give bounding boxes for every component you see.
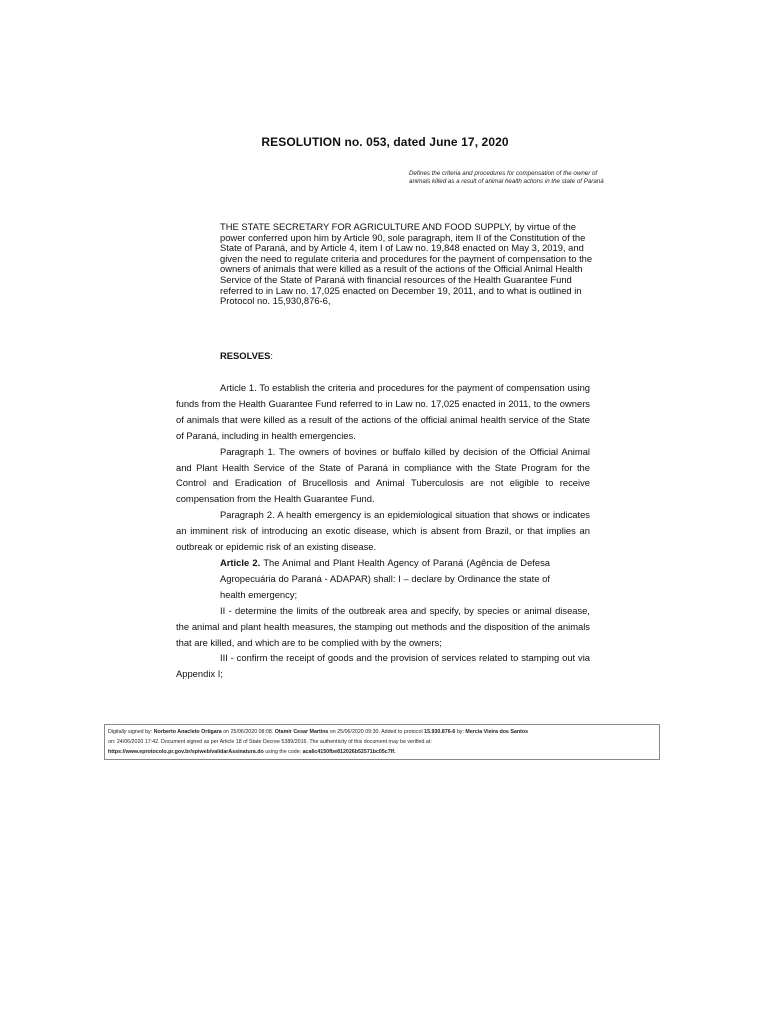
article-2-item-3: III - confirm the receipt of goods and the provision of services related to stamping out via Appendix I; — [176, 652, 590, 680]
article-1-paragraph-2: Paragraph 2. A health emergency is an epidemiological situation that shows or indicates an imminent risk of introducing an exotic disease, which is absent from Brazil, or that implies an outbreak or epidemic risk of an existing disease. — [176, 509, 590, 553]
article-1-paragraph-1: Paragraph 1. The owners of bovines or buffalo killed by decision of the Official Animal and Plant Health Service of the State of Paraná in compliance with the State Program for the Control and Eradication of Brucellosis and Animal Tuberculosis are not eligible to receive compensation from the Health Guarantee Fund. — [176, 445, 590, 505]
verification-url[interactable]: https://www.eprotocolo.pr.gov.br/spiweb/validarAssinatura.do — [108, 749, 264, 755]
signature-by: by: — [456, 729, 464, 735]
digital-signature-box — [104, 724, 660, 760]
article-2 — [176, 555, 590, 603]
resolves-heading — [220, 350, 273, 361]
preamble-paragraph: THE STATE SECRETARY FOR AGRICULTURE AND FOOD SUPPLY, by virtue of the power conferred upon him by Article 90, sole paragraph, item II of the Constitution of the State of Paraná, and by Article 4, item I of Law no. 19,848 enacted on May 3, 2019, and given the need to regulate criteria and procedures for the payment of compensation to the owners of animals that were killed as a result of the actions of the Official Animal Health Service of the State of Paraná with financial resources of the Health Guarantee Fund referred to in Law no. 17,025 enacted on December 19, 2011, and to what is outlined in Protocol no. 15,930,876-6, — [220, 221, 593, 307]
code-label: using the code: — [265, 749, 302, 755]
signature-line-2: on: 24/06/2020 17:42. Document signed as per Article 18 of State Decree 5389/2016. The authenticity of this document may be verified at: — [108, 739, 432, 745]
signer-1: Norberto Anacleto Ortigara — [153, 729, 222, 735]
signature-line-1 — [108, 727, 656, 737]
resolution-body — [176, 380, 590, 682]
article-1: Article 1. To establish the criteria and procedures for the payment of compensation using funds from the Health Guarantee Fund referred to in Law no. 17,025 enacted in 2011, to the owners of animals that were killed as a result of the actions of the official animal health service of the State of Paraná, including in health emergencies. — [176, 382, 590, 441]
article-2-label: Article 2. — [220, 556, 261, 568]
signer-2: Otamir Cesar Martins — [274, 729, 329, 735]
article-2-text: The Animal and Plant Health Agency of Paraná (Agência de Defesa Agropecuária do Paraná - ADAPAR) shall: I – declare by Ordinance the state of health emergency; — [220, 556, 550, 600]
verification-code: aca6c4150fbe812026b52571bc05c7ff. — [302, 749, 396, 755]
resolves-colon: : — [270, 350, 273, 361]
signer-3: Mercia Vieira dos Santos — [465, 729, 529, 735]
resolution-summary: Defines the criteria and procedures for compensation of the owner of animals killed as a result of animal health actions in the state of Paraná — [409, 170, 604, 185]
signature-prefix: Digitally signed by: — [108, 729, 153, 735]
protocol-number: 15.930.876-6 — [424, 729, 456, 735]
resolution-title: RESOLUTION no. 053, dated June 17, 2020 — [261, 135, 509, 149]
signature-line-3 — [108, 747, 656, 757]
signer-2-date: on 25/06/2020 09:30. Added to protocol — [329, 729, 423, 735]
article-2-item-2: II - determine the limits of the outbreak area and specify, by species or animal disease, the animal and plant health measures, the stamping out methods and the disposition of the animals that are killed, and which are to be complied with by the owners; — [176, 604, 590, 648]
signer-1-date: on 25/06/2020 08:08. — [223, 729, 274, 735]
resolves-label: RESOLVES — [220, 350, 271, 361]
